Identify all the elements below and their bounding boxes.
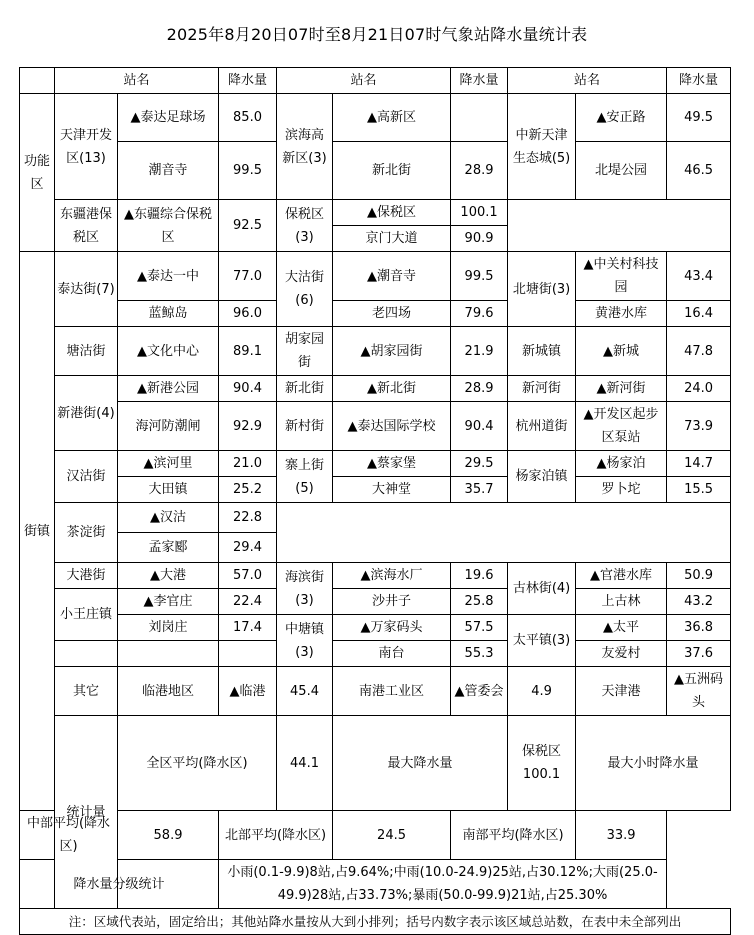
station-name: 潮音寺 [118,142,219,200]
section-other: 其它 [55,667,118,716]
station-value: 25.8 [451,589,508,615]
area-name: 新村街 [277,402,333,451]
station-value: 57.5 [451,615,508,641]
station-name: 海河防潮闸 [118,402,219,451]
station-name: ▲滨河里 [118,451,219,477]
station-name: ▲李官庄 [118,589,219,615]
station-name: ▲官港水库 [576,563,667,589]
station-name: ▲文化中心 [118,327,219,376]
stat-label: 中部平均(降水区) [20,811,118,860]
header-rain: 降水量 [451,68,508,94]
station-name: 大神堂 [333,477,451,503]
stat-label: 最大降水量 [333,716,508,811]
area-name: 泰达街(7) [55,252,118,327]
header-station: 站名 [508,68,667,94]
station-value: 73.9 [667,402,731,451]
area-name: 古林街(4) [508,563,576,615]
stat-value: 24.5 [333,811,451,860]
station-value: 49.5 [667,94,731,142]
station-name: ▲汉沽 [118,503,219,533]
station-name: 上古林 [576,589,667,615]
area-name: 新港街(4) [55,376,118,451]
station-name: ▲蔡家堡 [333,451,451,477]
station-name: ▲五洲码头 [667,667,731,716]
station-name: ▲保税区 [333,200,451,226]
station-value: 85.0 [219,94,277,142]
station-value: 15.5 [667,477,731,503]
station-value: 50.9 [667,563,731,589]
station-value: 90.4 [451,402,508,451]
area-name: 新河街 [508,376,576,402]
station-value: 36.8 [667,615,731,641]
station-name: ▲万家码头 [333,615,451,641]
station-name: ▲中关村科技园 [576,252,667,301]
station-name: ▲新北街 [333,376,451,402]
station-value: 79.6 [451,301,508,327]
station-name: ▲胡家园街 [333,327,451,376]
station-value: 22.4 [219,589,277,615]
station-value: 77.0 [219,252,277,301]
station-name: 老四场 [333,301,451,327]
empty-cell [118,641,219,667]
area-name: 中塘镇(3) [277,615,333,667]
station-name: ▲泰达足球场 [118,94,219,142]
empty-cell [219,641,277,667]
station-name: 南台 [333,641,451,667]
station-name: ▲太平 [576,615,667,641]
area-name: 海滨街(3) [277,563,333,615]
table-title: 2025年8月20日07时至8月21日07时气象站降水量统计表 [166,25,588,44]
station-name: ▲杨家泊 [576,451,667,477]
stat-label: 南部平均(降水区) [451,811,576,860]
area-name: 寨上街(5) [277,451,333,503]
section-street: 街镇 [20,252,55,811]
station-name: ▲管委会 [451,667,508,716]
station-name: ▲东疆综合保税区 [118,200,219,252]
station-value: 29.4 [219,533,277,563]
station-value: 92.5 [219,200,277,252]
station-name: ▲新河街 [576,376,667,402]
station-value: 24.0 [667,376,731,402]
station-name: ▲大港 [118,563,219,589]
area-name: 北塘街(3) [508,252,576,327]
station-name: 大田镇 [118,477,219,503]
stat-value: 保税区100.1 [508,716,576,811]
station-value: 47.8 [667,327,731,376]
area-name: 临港地区 [118,667,219,716]
empty-cell [55,641,118,667]
station-name: ▲泰达国际学校 [333,402,451,451]
station-name: 北堤公园 [576,142,667,200]
stat-value: 44.1 [277,716,333,811]
area-name: 天津港 [576,667,667,716]
station-value: 35.7 [451,477,508,503]
station-value: 46.5 [667,142,731,200]
station-name: ▲新港公园 [118,376,219,402]
station-value: 90.9 [451,226,508,252]
area-name: 保税区(3) [277,200,333,252]
station-name: ▲滨海水厂 [333,563,451,589]
station-value: 21.9 [451,327,508,376]
precipitation-table [19,67,731,935]
station-value [451,94,508,142]
station-value: 96.0 [219,301,277,327]
area-name: 新城镇 [508,327,576,376]
area-name: 东疆港保税区 [55,200,118,252]
grade-statistics: 小雨(0.1-9.9)8站,占9.64%;中雨(10.0-24.9)25站,占30.12%;大雨(25.0-49.9)28站,占33.73%;暴雨(50.0-99.9)21站,占25.30% [219,860,667,909]
area-name: 大沽街(6) [277,252,333,327]
station-name: 蓝鲸岛 [118,301,219,327]
stat-label: 最大小时降水量 [576,716,731,811]
area-name: 中新天津生态城(5) [508,94,576,200]
station-value: 43.4 [667,252,731,301]
station-value: 92.9 [219,402,277,451]
station-value: 90.4 [219,376,277,402]
station-value: 28.9 [451,376,508,402]
area-name: 杭州道街 [508,402,576,451]
station-value: 57.0 [219,563,277,589]
area-name: 杨家泊镇 [508,451,576,503]
area-name: 新北街 [277,376,333,402]
station-name: 罗卜坨 [576,477,667,503]
station-name: ▲临港 [219,667,277,716]
station-name: 孟家郾 [118,533,219,563]
station-name: ▲潮音寺 [333,252,451,301]
header-station: 站名 [55,68,219,94]
station-name: 沙井子 [333,589,451,615]
header-rain: 降水量 [667,68,731,94]
station-name: 京门大道 [333,226,451,252]
section-stats: 统计量 [55,716,118,909]
stat-label: 北部平均(降水区) [219,811,333,860]
area-name: 胡家园街 [277,327,333,376]
station-value: 99.5 [219,142,277,200]
station-name: ▲新城 [576,327,667,376]
area-name: 小王庄镇 [55,589,118,641]
station-name: 新北街 [333,142,451,200]
table-note: 注：区域代表站，固定给出；其他站降水量按从大到小排列；括号内数字表示该区域总站数，在表中未全部列出 [20,909,731,935]
station-value: 17.4 [219,615,277,641]
empty-cell [508,200,731,252]
area-name: 塘沽街 [55,327,118,376]
station-value: 45.4 [277,667,333,716]
stat-label: 降水量分级统计 [20,860,219,909]
station-value: 28.9 [451,142,508,200]
station-value: 55.3 [451,641,508,667]
area-name: 滨海高新区(3) [277,94,333,200]
station-name: ▲安正路 [576,94,667,142]
station-value: 100.1 [451,200,508,226]
station-name: 黄港水库 [576,301,667,327]
station-value: 4.9 [508,667,576,716]
station-value: 22.8 [219,503,277,533]
empty-cell [277,503,731,563]
header-row [20,68,731,94]
header-station: 站名 [277,68,451,94]
station-value: 43.2 [667,589,731,615]
station-value: 29.5 [451,451,508,477]
station-value: 99.5 [451,252,508,301]
station-value: 37.6 [667,641,731,667]
stat-value: 58.9 [118,811,219,860]
section-func: 功能区 [20,94,55,252]
area-name: 南港工业区 [333,667,451,716]
station-name: 友爱村 [576,641,667,667]
station-value: 89.1 [219,327,277,376]
header-rain: 降水量 [219,68,277,94]
stat-label: 全区平均(降水区) [118,716,277,811]
station-value: 21.0 [219,451,277,477]
station-value: 14.7 [667,451,731,477]
station-name: ▲开发区起步区泵站 [576,402,667,451]
stat-value: 33.9 [576,811,667,860]
station-name: ▲泰达一中 [118,252,219,301]
header-blank [20,68,55,94]
area-name: 天津开发区(13) [55,94,118,200]
station-value: 25.2 [219,477,277,503]
area-name: 汉沽街 [55,451,118,503]
station-name: ▲高新区 [333,94,451,142]
station-value: 16.4 [667,301,731,327]
area-name: 大港街 [55,563,118,589]
station-name: 刘岗庄 [118,615,219,641]
station-value: 19.6 [451,563,508,589]
area-name: 太平镇(3) [508,615,576,667]
area-name: 茶淀街 [55,503,118,563]
